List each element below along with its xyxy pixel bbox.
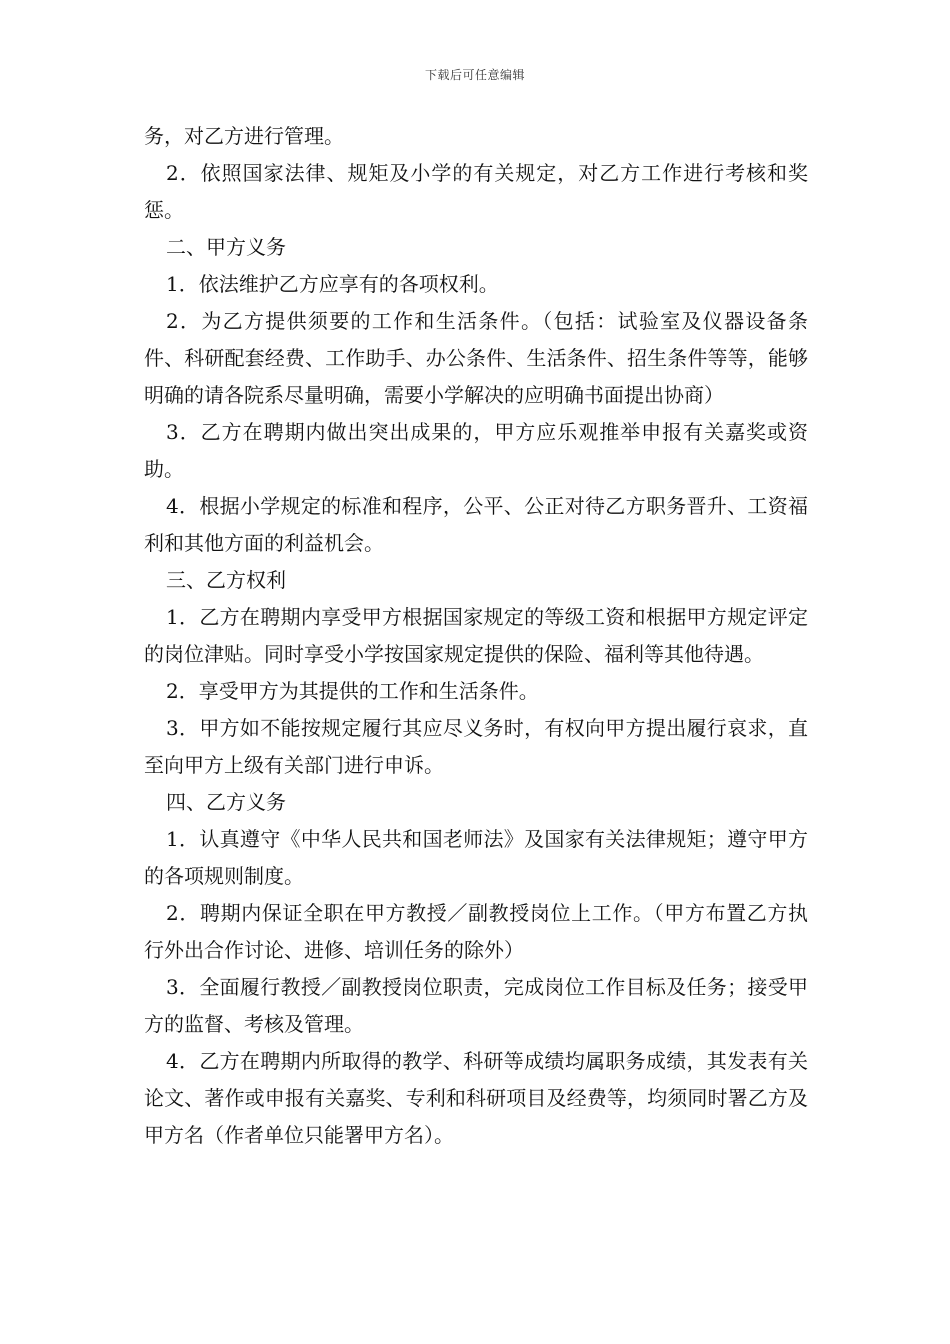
paragraph-14: 3．全面履行教授／副教授岗位职责，完成岗位工作目标及任务；接受甲方的监督、考核及管理。 [144,975,808,1036]
section-heading-7: 三、乙方权利 [166,568,286,592]
paragraph-1: 2．依照国家法律、规矩及小学的有关规定，对乙方工作进行考核和奖惩。 [144,161,808,222]
paragraph-15: 4．乙方在聘期内所取得的教学、科研等成绩均属职务成绩，其发表有关论文、著作或申报有关嘉奖、专利和科研项目及经费等，均须同时署乙方及甲方名（作者单位只能署甲方名）。 [144,1049,808,1147]
paragraph-6: 4．根据小学规定的标准和程序，公平、公正对待乙方职务晋升、工资福利和其他方面的利益机会。 [144,494,808,555]
section-heading-11: 四、乙方义务 [166,790,286,814]
paragraph-9: 2．享受甲方为其提供的工作和生活条件。 [166,679,539,703]
paragraph-3: 1．依法维护乙方应享有的各项权利。 [166,272,499,296]
document-body [144,118,808,1154]
paragraph-0: 务，对乙方进行管理。 [144,124,344,148]
section-heading-2: 二、甲方义务 [166,235,286,259]
paragraph-8: 1．乙方在聘期内享受甲方根据国家规定的等级工资和根据甲方规定评定的岗位津贴。同时享受小学按国家规定提供的保险、福利等其他待遇。 [144,605,808,666]
paragraph-4: 2．为乙方提供须要的工作和生活条件。（包括：试验室及仪器设备条件、科研配套经费、工作助手、办公条件、生活条件、招生条件等等，能够明确的请各院系尽量明确，需要小学解决的应明确书面提出协商） [144,309,808,407]
paragraph-5: 3．乙方在聘期内做出突出成果的，甲方应乐观推举申报有关嘉奖或资助。 [144,420,808,481]
paragraph-10: 3．甲方如不能按规定履行其应尽义务时，有权向甲方提出履行哀求，直至向甲方上级有关部门进行申诉。 [144,716,808,777]
paragraph-12: 1．认真遵守《中华人民共和国老师法》及国家有关法律规矩；遵守甲方的各项规则制度。 [144,827,808,888]
page-header-note: 下载后可任意编辑 [424,68,525,82]
paragraph-13: 2．聘期内保证全职在甲方教授／副教授岗位上工作。（甲方布置乙方执行外出合作讨论、进修、培训任务的除外） [144,901,808,962]
